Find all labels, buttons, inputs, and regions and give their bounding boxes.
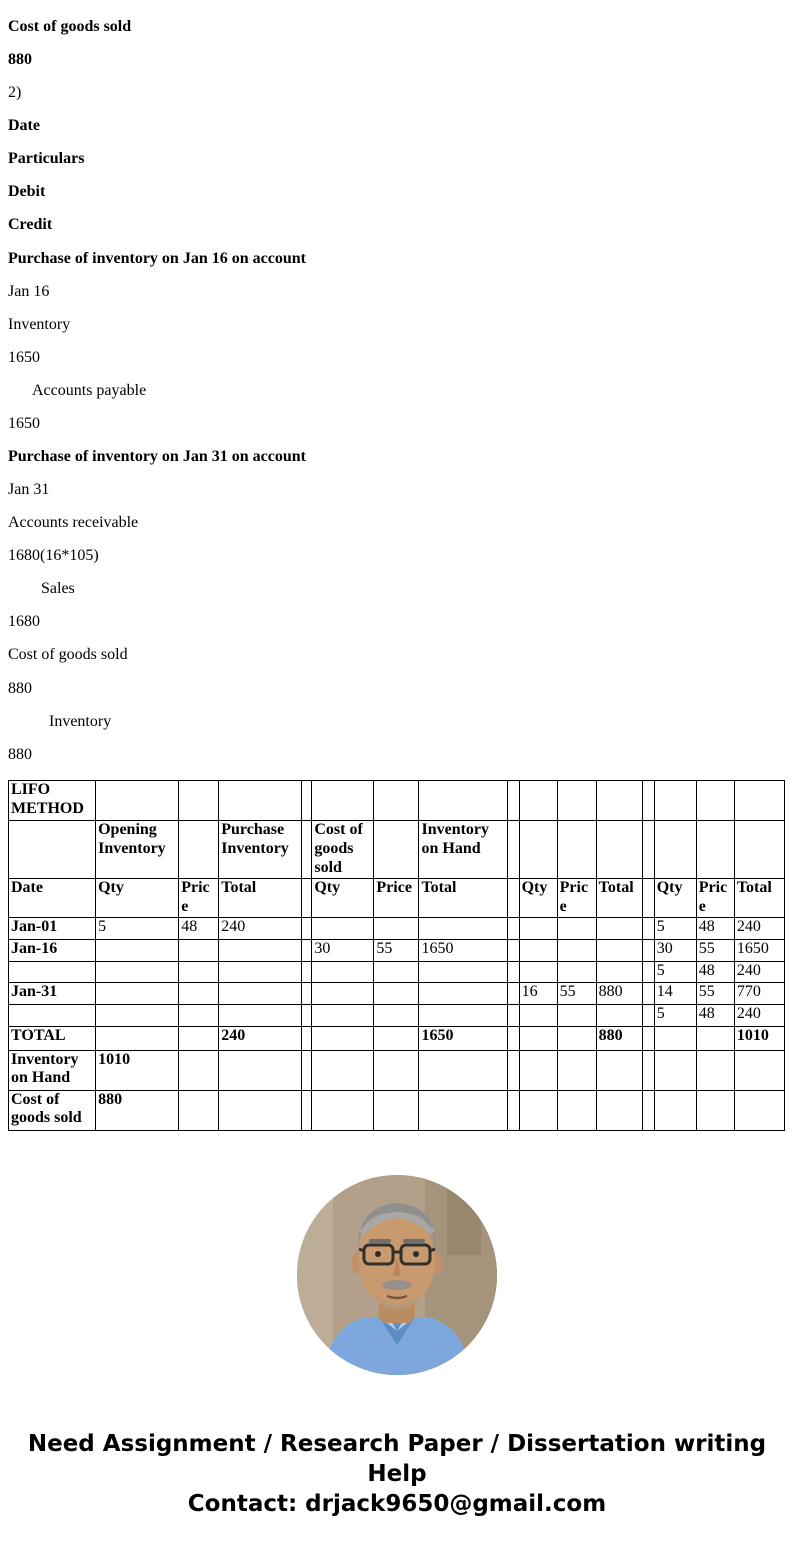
paragraph: Inventory (49, 712, 112, 730)
table-cell (302, 1090, 312, 1130)
table-cell (596, 939, 642, 961)
table-cell (642, 982, 654, 1004)
paragraph: 880 (8, 679, 32, 697)
table-cell (642, 1090, 654, 1130)
table-cell (312, 1004, 374, 1026)
table-cell (419, 1004, 507, 1026)
table-row (9, 917, 785, 939)
table-cell (312, 961, 374, 982)
table-cell (179, 1050, 219, 1090)
table-cell (642, 1004, 654, 1026)
table-cell: 48 (179, 917, 219, 939)
table-cell (179, 982, 219, 1004)
table-cell (696, 780, 734, 820)
table-cell: 240 (219, 1026, 302, 1050)
paragraph: Debit (8, 183, 46, 201)
table-cell: 55 (696, 939, 734, 961)
table-cell (374, 1050, 419, 1090)
table-cell: 880 (96, 1090, 179, 1130)
table-cell (654, 1026, 696, 1050)
paragraph: 1650 (8, 414, 40, 432)
table-cell: 5 (96, 917, 179, 939)
table-row (9, 820, 785, 878)
table-cell (596, 1090, 642, 1130)
table-cell (696, 1050, 734, 1090)
table-cell (96, 780, 179, 820)
table-cell: Purchase Inventory (219, 820, 302, 878)
table-cell: 240 (219, 917, 302, 939)
table-cell (696, 1026, 734, 1050)
table-cell: 1650 (419, 939, 507, 961)
paragraph: 1680(16*105) (8, 547, 99, 565)
table-cell (374, 982, 419, 1004)
table-cell: 5 (654, 961, 696, 982)
table-cell: Total (419, 878, 507, 917)
table-cell (642, 939, 654, 961)
table-cell (507, 939, 519, 961)
paragraph: Jan 16 (8, 282, 50, 300)
table-cell (696, 820, 734, 878)
table-cell: 48 (696, 961, 734, 982)
table-cell (219, 961, 302, 982)
footer-advert (11, 1429, 783, 1519)
table-cell (642, 878, 654, 917)
table-cell (557, 1050, 596, 1090)
table-cell (507, 780, 519, 820)
table-cell (219, 1050, 302, 1090)
table-cell (179, 1090, 219, 1130)
table-cell: 30 (312, 939, 374, 961)
table-cell (302, 1004, 312, 1026)
table-cell: Qty (96, 878, 179, 917)
table-cell (374, 1090, 419, 1130)
table-cell: Date (9, 878, 96, 917)
profile-photo (297, 1175, 497, 1375)
table-cell (734, 1090, 784, 1130)
table-cell: Qty (654, 878, 696, 917)
table-cell (302, 1050, 312, 1090)
table-cell: 30 (654, 939, 696, 961)
table-cell (96, 982, 179, 1004)
table-cell: Cost of goods sold (312, 820, 374, 878)
table-cell (519, 1026, 557, 1050)
table-cell (557, 780, 596, 820)
table-cell (374, 961, 419, 982)
table-row (9, 1050, 785, 1090)
table-cell: 14 (654, 982, 696, 1004)
table-cell (642, 780, 654, 820)
table-cell (734, 820, 784, 878)
table-cell (312, 780, 374, 820)
table-cell (374, 1004, 419, 1026)
table-cell (596, 780, 642, 820)
table-cell (9, 1004, 96, 1026)
table-cell: 240 (734, 961, 784, 982)
paragraph: Accounts payable (32, 381, 147, 399)
table-cell (519, 1004, 557, 1026)
journal-entries (8, 18, 786, 764)
paragraph: Sales (41, 580, 75, 598)
table-cell (507, 1050, 519, 1090)
contact-email: Contact: drjack9650@gmail.com (187, 1490, 607, 1517)
table-cell (96, 961, 179, 982)
table-cell (312, 1026, 374, 1050)
table-cell (557, 1026, 596, 1050)
table-cell (374, 780, 419, 820)
table-cell (642, 961, 654, 982)
table-cell: 880 (596, 982, 642, 1004)
table-cell: 770 (734, 982, 784, 1004)
table-cell (507, 917, 519, 939)
table-cell (519, 820, 557, 878)
table-cell: 5 (654, 1004, 696, 1026)
table-cell (557, 1004, 596, 1026)
table-cell: 240 (734, 917, 784, 939)
table-cell: Price (374, 878, 419, 917)
table-cell: Jan-01 (9, 917, 96, 939)
table-cell (734, 1050, 784, 1090)
table-cell (519, 917, 557, 939)
table-cell (179, 820, 219, 878)
table-cell (557, 917, 596, 939)
table-cell: 240 (734, 1004, 784, 1026)
table-cell (179, 1004, 219, 1026)
table-cell (312, 1090, 374, 1130)
table-cell (654, 780, 696, 820)
table-cell (302, 780, 312, 820)
table-cell (312, 917, 374, 939)
table-cell (219, 982, 302, 1004)
table-cell: 55 (696, 982, 734, 1004)
table-cell: 1650 (419, 1026, 507, 1050)
paragraph: Jan 31 (8, 481, 50, 499)
table-cell (219, 1004, 302, 1026)
paragraph: 880 (8, 745, 32, 763)
table-cell: Qty (312, 878, 374, 917)
paragraph: Credit (8, 216, 53, 234)
table-cell (654, 1050, 696, 1090)
table-cell (557, 961, 596, 982)
table-cell: Jan-31 (9, 982, 96, 1004)
table-cell: 55 (557, 982, 596, 1004)
table-cell: Inventory on Hand (419, 820, 507, 878)
paragraph: Cost of goods sold (8, 18, 132, 35)
table-cell (596, 961, 642, 982)
table-cell (419, 1090, 507, 1130)
paragraph: Inventory (8, 315, 71, 333)
table-row (9, 1090, 785, 1130)
table-cell (96, 1026, 179, 1050)
table-cell (654, 820, 696, 878)
table-cell (596, 820, 642, 878)
table-cell (302, 939, 312, 961)
table-row (9, 878, 785, 917)
paragraph: Cost of goods sold (8, 646, 128, 664)
table-cell: 1010 (96, 1050, 179, 1090)
table-cell (696, 1090, 734, 1130)
table-cell (179, 939, 219, 961)
table-cell (519, 780, 557, 820)
table-cell: 16 (519, 982, 557, 1004)
table-cell (219, 939, 302, 961)
table-cell (507, 1090, 519, 1130)
table-cell (9, 961, 96, 982)
table-cell: Price (696, 878, 734, 917)
table-cell (312, 982, 374, 1004)
table-cell: 5 (654, 917, 696, 939)
table-cell (519, 1090, 557, 1130)
table-cell: 55 (374, 939, 419, 961)
table-cell (642, 820, 654, 878)
table-cell (734, 780, 784, 820)
table-cell (302, 878, 312, 917)
paragraph: 1680 (8, 613, 40, 631)
table-cell (557, 1090, 596, 1130)
table-cell (179, 961, 219, 982)
table-cell (9, 820, 96, 878)
table-cell (312, 1050, 374, 1090)
table-cell (507, 982, 519, 1004)
table-cell: 48 (696, 1004, 734, 1026)
table-cell: LIFO METHOD (9, 780, 96, 820)
paragraph: Purchase of inventory on Jan 16 on account (8, 249, 306, 267)
table-cell (179, 1026, 219, 1050)
table-cell: Price (557, 878, 596, 917)
paragraph: 2) (8, 84, 22, 102)
table-cell (519, 961, 557, 982)
table-cell: 1010 (734, 1026, 784, 1050)
table-cell (519, 939, 557, 961)
table-cell (302, 820, 312, 878)
table-cell (654, 1090, 696, 1130)
table-cell (419, 780, 507, 820)
table-cell: TOTAL (9, 1026, 96, 1050)
footer-heading: Need Assignment / Research Paper / Dissertation writing Help (27, 1430, 767, 1487)
table-cell (374, 917, 419, 939)
table-cell: Inventory on Hand (9, 1050, 96, 1090)
paragraph: Purchase of inventory on Jan 31 on account (8, 448, 306, 466)
table-cell (557, 939, 596, 961)
lifo-method-table (8, 780, 785, 1131)
table-cell (419, 961, 507, 982)
table-cell (507, 961, 519, 982)
table-cell (519, 1050, 557, 1090)
table-cell: 48 (696, 917, 734, 939)
table-row (9, 982, 785, 1004)
table-row (9, 961, 785, 982)
table-cell (419, 1050, 507, 1090)
table-cell (179, 780, 219, 820)
profile-photo-row (8, 1175, 786, 1375)
table-cell (96, 939, 179, 961)
table-cell: Opening Inventory (96, 820, 179, 878)
table-cell (219, 780, 302, 820)
table-row (9, 1026, 785, 1050)
man-portrait-icon (297, 1175, 497, 1375)
table-cell (374, 1026, 419, 1050)
paragraph: Particulars (8, 150, 85, 168)
table-cell: Total (734, 878, 784, 917)
table-cell (419, 917, 507, 939)
table-cell (642, 1050, 654, 1090)
table-cell (596, 1050, 642, 1090)
table-cell (642, 1026, 654, 1050)
table-cell (642, 917, 654, 939)
table-cell (302, 1026, 312, 1050)
table-cell (596, 917, 642, 939)
table-cell: Jan-16 (9, 939, 96, 961)
table-cell: 1650 (734, 939, 784, 961)
table-cell (374, 820, 419, 878)
table-cell (507, 820, 519, 878)
paragraph: 880 (8, 51, 32, 69)
table-cell (507, 1026, 519, 1050)
paragraph: Accounts receivable (8, 514, 139, 532)
table-cell: Qty (519, 878, 557, 917)
table-cell (507, 1004, 519, 1026)
table-cell (302, 982, 312, 1004)
table-cell: Total (596, 878, 642, 917)
table-cell: 880 (596, 1026, 642, 1050)
paragraph: Date (8, 117, 40, 135)
table-row (9, 1004, 785, 1026)
table-cell (302, 917, 312, 939)
table-cell (302, 961, 312, 982)
table-cell (419, 982, 507, 1004)
table-cell: Cost of goods sold (9, 1090, 96, 1130)
table-cell (96, 1004, 179, 1026)
table-cell: Total (219, 878, 302, 917)
table-cell (557, 820, 596, 878)
table-cell (596, 1004, 642, 1026)
table-cell (507, 878, 519, 917)
table-cell: Price (179, 878, 219, 917)
table-row (9, 939, 785, 961)
paragraph: 1650 (8, 348, 40, 366)
table-cell (219, 1090, 302, 1130)
table-row (9, 780, 785, 820)
